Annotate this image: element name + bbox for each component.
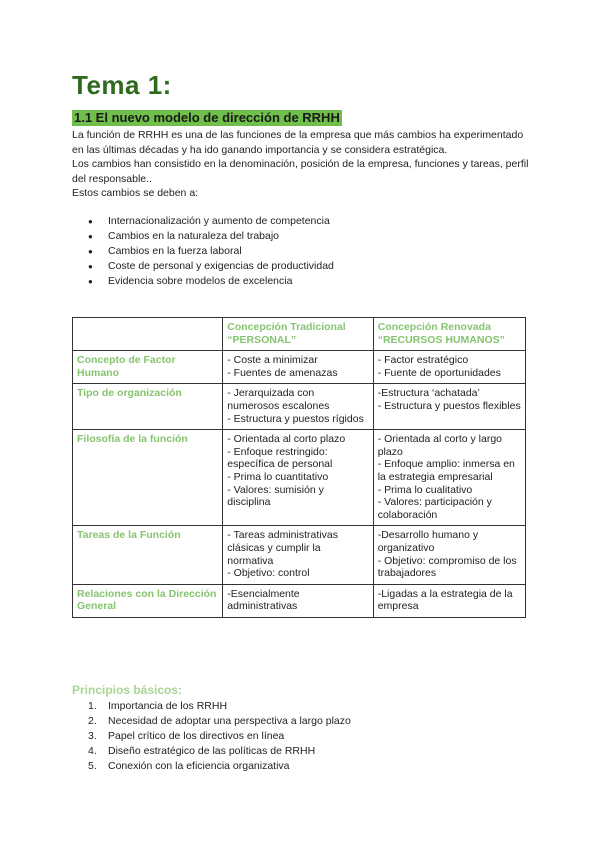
table-row [73,430,526,526]
cell-line: - Valores: participación y colaboración [377,496,492,521]
table-row [73,351,526,384]
principles-heading: Principios básicos: [72,683,183,697]
row-label: Tipo de organización [73,384,223,430]
list-item-text: Conexión con la eficiencia organizativa [108,760,290,772]
table-cell [223,526,373,584]
row-label: Tareas de la Función [73,526,223,584]
intro-paragraph: Estos cambios se deben a: [72,187,199,200]
table-row [73,384,526,430]
row-label: Concepto de Factor Humano [73,351,223,384]
cell-line: - Objetivo: control [227,567,310,580]
table-cell [373,430,525,526]
table-cell [223,584,373,617]
page-title: Tema 1: [72,70,172,100]
cell-line: -Ligadas a la estrategia de la empresa [377,587,513,613]
list-item: ● Coste de personal y exigencias de productividad [88,259,334,274]
table-cell [373,584,525,617]
list-item: ● Cambios en la naturaleza del trabajo [88,229,334,244]
cell-line: - Objetivo: compromiso de los trabajadores [377,554,517,580]
list-item: 4. Diseño estratégico de las políticas de RRHH [88,745,316,757]
table-cell [223,351,373,384]
cell-line: -Estructura ‘achatada’ [377,387,480,400]
section-heading: 1.1 El nuevo modelo de dirección de RRHH [74,110,340,125]
list-item: ● Evidencia sobre modelos de excelencia [88,274,334,289]
cell-line: - Jerarquizada con numerosos escalones [227,387,330,412]
cell-line: -Esencialmente administrativas [227,587,300,613]
intro-paragraph: Los cambios han consistido en la denominación, posición de la empresa, funciones y tareas, perfil del responsable.. [72,158,529,185]
cell-line: - Estructura y puestos flexibles [377,399,521,412]
table-row [73,584,526,617]
table-header-row [73,318,526,351]
cell-line: - Coste a minimizar [227,354,318,367]
table-header-cell: Concepción Tradicional “PERSONAL” [223,318,373,351]
cell-line: - Orientada al corto plazo [227,433,346,446]
cell-line: - Estructura y puestos rígidos [227,412,364,425]
table-header-cell [73,318,223,351]
list-item-text: Diseño estratégico de las políticas de RRHH [108,745,316,757]
cell-line: - Factor estratégico [377,354,469,367]
row-label: Relaciones con la Dirección General [73,584,223,617]
intro-paragraph: La función de RRHH es una de las funciones de la empresa que más cambios ha experimentado en las últimas décadas y ha ido ganando importancia y se considera estratégica. [72,129,524,156]
causes-list [88,214,334,289]
cell-line: - Fuente de oportunidades [377,366,501,379]
list-item: 5. Conexión con la eficiencia organizativa [88,760,290,772]
list-item-text: Necesidad de adoptar una perspectiva a largo plazo [108,715,351,727]
cell-line: - Prima lo cuantitativo [227,470,329,483]
cell-line: - Fuentes de amenazas [227,366,338,379]
intro-text [72,128,532,201]
list-item: ● Cambios en la fuerza laboral [88,244,334,259]
table-header-cell: Concepción Renovada “RECURSOS HUMANOS” [373,318,525,351]
row-label: Filosofía de la función [73,430,223,526]
list-item: 1. Importancia de los RRHH [88,700,228,712]
cell-line: - Orientada al corto y largo plazo [377,433,503,458]
list-item: 3. Papel crítico de los directivos en línea [88,730,285,742]
table-cell [373,351,525,384]
list-item: ● Internacionalización y aumento de competencia [88,214,334,229]
comparison-table [72,317,526,618]
cell-line: - Enfoque amplio: inmersa en la estrategia empresarial [377,458,515,483]
list-item: 2. Necesidad de adoptar una perspectiva a largo plazo [88,715,351,727]
table-cell [223,384,373,430]
table-row [73,526,526,584]
table-cell [373,384,525,430]
cell-line: - Prima lo cualitativo [377,483,473,496]
cell-line: - Enfoque restringido: específica de personal [227,445,333,471]
cell-line: - Tareas administrativas clásicas y cumplir la normativa [227,529,338,567]
table-cell [373,526,525,584]
principles-list [88,699,351,774]
cell-line: -Desarrollo humano y organizativo [377,529,479,554]
cell-line: - Valores: sumisión y disciplina [227,483,324,509]
list-item-text: Papel crítico de los directivos en línea [108,730,285,742]
table-cell [223,430,373,526]
list-item-text: Importancia de los RRHH [108,700,228,712]
